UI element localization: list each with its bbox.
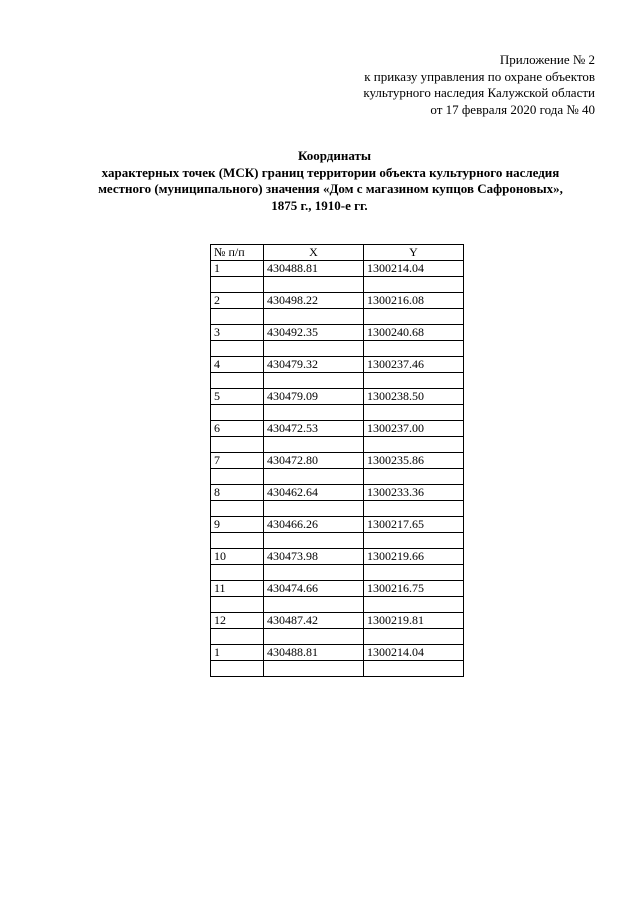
table-spacer-row bbox=[211, 437, 464, 453]
empty-cell bbox=[264, 565, 364, 581]
coordinates-table bbox=[210, 244, 464, 677]
empty-cell bbox=[364, 373, 464, 389]
empty-cell bbox=[211, 501, 264, 517]
document-title bbox=[0, 148, 639, 214]
cell-x: 430466.26 bbox=[264, 517, 364, 533]
empty-cell bbox=[264, 629, 364, 645]
table-spacer-row bbox=[211, 533, 464, 549]
empty-cell bbox=[211, 309, 264, 325]
table-row bbox=[211, 421, 464, 437]
table-row bbox=[211, 357, 464, 373]
cell-number: 1 bbox=[211, 645, 264, 661]
empty-cell bbox=[211, 565, 264, 581]
table-row bbox=[211, 485, 464, 501]
empty-cell bbox=[364, 501, 464, 517]
cell-y: 1300237.46 bbox=[364, 357, 464, 373]
empty-cell bbox=[364, 597, 464, 613]
empty-cell bbox=[264, 437, 364, 453]
empty-cell bbox=[211, 629, 264, 645]
empty-cell bbox=[211, 597, 264, 613]
cell-number: 7 bbox=[211, 453, 264, 469]
header-number: № п/п bbox=[211, 245, 264, 261]
cell-x: 430473.98 bbox=[264, 549, 364, 565]
cell-number: 5 bbox=[211, 389, 264, 405]
cell-y: 1300216.75 bbox=[364, 581, 464, 597]
cell-x: 430474.66 bbox=[264, 581, 364, 597]
empty-cell bbox=[211, 373, 264, 389]
empty-cell bbox=[364, 629, 464, 645]
table-spacer-row bbox=[211, 373, 464, 389]
empty-cell bbox=[264, 405, 364, 421]
cell-y: 1300240.68 bbox=[364, 325, 464, 341]
empty-cell bbox=[264, 597, 364, 613]
cell-y: 1300235.86 bbox=[364, 453, 464, 469]
table-body bbox=[211, 261, 464, 677]
empty-cell bbox=[364, 469, 464, 485]
table-row bbox=[211, 325, 464, 341]
cell-x: 430487.42 bbox=[264, 613, 364, 629]
cell-x: 430488.81 bbox=[264, 261, 364, 277]
table-row bbox=[211, 517, 464, 533]
empty-cell bbox=[364, 405, 464, 421]
table-row bbox=[211, 549, 464, 565]
table-spacer-row bbox=[211, 565, 464, 581]
title-heading: Координаты bbox=[297, 148, 372, 163]
appendix-line: культурного наследия Калужской области bbox=[363, 85, 595, 100]
cell-y: 1300216.08 bbox=[364, 293, 464, 309]
empty-cell bbox=[211, 469, 264, 485]
title-line: местного (муниципального) значения «Дом с магазином купцов Сафроновых», bbox=[98, 181, 563, 196]
cell-number: 2 bbox=[211, 293, 264, 309]
header-x: X bbox=[264, 245, 364, 261]
empty-cell bbox=[264, 277, 364, 293]
table-row bbox=[211, 581, 464, 597]
cell-x: 430498.22 bbox=[264, 293, 364, 309]
empty-cell bbox=[211, 277, 264, 293]
cell-number: 12 bbox=[211, 613, 264, 629]
cell-x: 430479.32 bbox=[264, 357, 364, 373]
cell-y: 1300219.66 bbox=[364, 549, 464, 565]
table-spacer-row bbox=[211, 661, 464, 677]
title-line: 1875 г., 1910-е гг. bbox=[271, 197, 368, 213]
table-spacer-row bbox=[211, 469, 464, 485]
table-row bbox=[211, 261, 464, 277]
cell-x: 430492.35 bbox=[264, 325, 364, 341]
appendix-line: Приложение № 2 bbox=[499, 52, 595, 67]
empty-cell bbox=[211, 437, 264, 453]
cell-number: 6 bbox=[211, 421, 264, 437]
cell-y: 1300219.81 bbox=[364, 613, 464, 629]
cell-number: 3 bbox=[211, 325, 264, 341]
cell-y: 1300237.00 bbox=[364, 421, 464, 437]
empty-cell bbox=[364, 309, 464, 325]
cell-y: 1300214.04 bbox=[364, 261, 464, 277]
empty-cell bbox=[264, 533, 364, 549]
table-spacer-row bbox=[211, 629, 464, 645]
empty-cell bbox=[364, 565, 464, 581]
table-spacer-row bbox=[211, 405, 464, 421]
empty-cell bbox=[264, 501, 364, 517]
table-spacer-row bbox=[211, 341, 464, 357]
appendix-line: от 17 февраля 2020 года № 40 bbox=[430, 101, 595, 117]
empty-cell bbox=[211, 405, 264, 421]
empty-cell bbox=[264, 469, 364, 485]
empty-cell bbox=[264, 309, 364, 325]
cell-x: 430472.53 bbox=[264, 421, 364, 437]
appendix-line: к приказу управления по охране объектов bbox=[364, 68, 595, 84]
cell-number: 11 bbox=[211, 581, 264, 597]
table-spacer-row bbox=[211, 277, 464, 293]
empty-cell bbox=[211, 341, 264, 357]
empty-cell bbox=[264, 373, 364, 389]
table-header-row bbox=[211, 245, 464, 261]
appendix-block bbox=[363, 52, 595, 118]
table-row bbox=[211, 613, 464, 629]
header-y: Y bbox=[364, 245, 464, 261]
cell-x: 430479.09 bbox=[264, 389, 364, 405]
cell-x: 430488.81 bbox=[264, 645, 364, 661]
table-spacer-row bbox=[211, 309, 464, 325]
empty-cell bbox=[364, 661, 464, 677]
table-row bbox=[211, 645, 464, 661]
cell-number: 8 bbox=[211, 485, 264, 501]
table-row bbox=[211, 293, 464, 309]
cell-y: 1300214.04 bbox=[364, 645, 464, 661]
cell-number: 10 bbox=[211, 549, 264, 565]
empty-cell bbox=[211, 661, 264, 677]
cell-number: 4 bbox=[211, 357, 264, 373]
cell-x: 430462.64 bbox=[264, 485, 364, 501]
cell-number: 9 bbox=[211, 517, 264, 533]
empty-cell bbox=[364, 437, 464, 453]
empty-cell bbox=[364, 533, 464, 549]
empty-cell bbox=[364, 277, 464, 293]
cell-y: 1300217.65 bbox=[364, 517, 464, 533]
cell-y: 1300238.50 bbox=[364, 389, 464, 405]
table-row bbox=[211, 453, 464, 469]
empty-cell bbox=[264, 661, 364, 677]
title-line: характерных точек (МСК) границ территории объекта культурного наследия bbox=[101, 164, 560, 180]
empty-cell bbox=[364, 341, 464, 357]
table-row bbox=[211, 389, 464, 405]
table-spacer-row bbox=[211, 501, 464, 517]
empty-cell bbox=[211, 533, 264, 549]
cell-number: 1 bbox=[211, 261, 264, 277]
empty-cell bbox=[264, 341, 364, 357]
table-spacer-row bbox=[211, 597, 464, 613]
cell-y: 1300233.36 bbox=[364, 485, 464, 501]
cell-x: 430472.80 bbox=[264, 453, 364, 469]
